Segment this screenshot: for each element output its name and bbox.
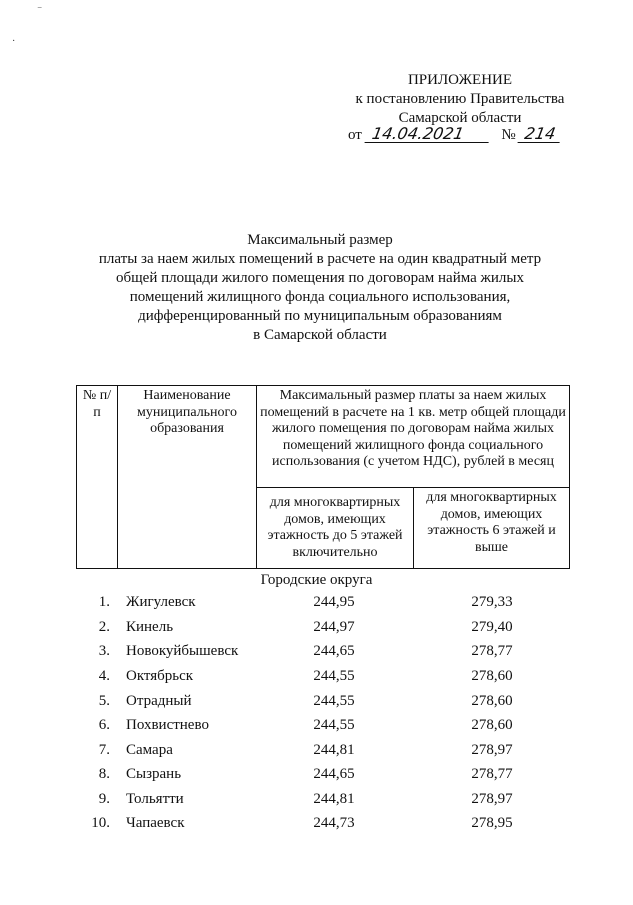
table-row xyxy=(0,619,633,641)
from-label: от xyxy=(348,127,362,143)
value-up-to-5-floors: 244,73 xyxy=(313,815,355,831)
value-6-floors-and-up: 279,33 xyxy=(471,594,513,610)
value-up-to-5-floors: 244,95 xyxy=(313,594,355,610)
municipality-name: Похвистнево xyxy=(126,717,209,733)
value-6-floors-and-up: 278,97 xyxy=(471,791,513,807)
number-label: № xyxy=(501,127,516,143)
value-6-floors-and-up: 278,95 xyxy=(471,815,513,831)
value-up-to-5-floors: 244,65 xyxy=(313,766,355,782)
municipality-name: Сызрань xyxy=(126,766,182,782)
table-row xyxy=(0,693,633,715)
row-number: 8. xyxy=(98,766,110,782)
table-row xyxy=(0,815,633,837)
row-number: 3. xyxy=(98,643,110,659)
table-row xyxy=(0,643,633,665)
col-main-header: Максимальный размер платы за наем жилых помещений в расчете на 1 кв. метр общей площади жилого помещения по договорам найма жилых помещений жилищного фонда социального использования (с учетом НДС), рублей в месяц xyxy=(257,386,570,488)
value-up-to-5-floors: 244,55 xyxy=(313,717,355,733)
municipality-name: Отрадный xyxy=(126,693,192,709)
value-6-floors-and-up: 278,60 xyxy=(471,693,513,709)
col-name-header: Наименование муниципального образования xyxy=(118,386,257,569)
section-title: Городские округа xyxy=(260,572,373,588)
table-row xyxy=(0,742,633,764)
appendix-line-1: к постановлению Правительства xyxy=(355,91,565,107)
col-sub2-header: для многоквартирных домов, имеющих этажность 6 этажей и выше xyxy=(414,488,570,569)
municipality-name: Самара xyxy=(126,742,173,758)
value-6-floors-and-up: 278,60 xyxy=(471,717,513,733)
appendix-line-2: Самарской области xyxy=(398,110,522,126)
col-sub1-header: для многоквартирных домов, имеющих этажность до 5 этажей включительно xyxy=(257,488,414,569)
title-line: платы за наем жилых помещений в расчете на один квадратный метр xyxy=(98,251,542,267)
decree-date-number xyxy=(348,126,561,144)
value-up-to-5-floors: 244,81 xyxy=(313,791,355,807)
table-row xyxy=(0,717,633,739)
scan-mark: · xyxy=(12,36,16,47)
value-up-to-5-floors: 244,55 xyxy=(313,668,355,684)
value-6-floors-and-up: 279,40 xyxy=(471,619,513,635)
value-6-floors-and-up: 278,77 xyxy=(471,643,513,659)
appendix-block xyxy=(340,71,580,128)
value-6-floors-and-up: 278,60 xyxy=(471,668,513,684)
table-row xyxy=(0,766,633,788)
title-line: в Самарской области xyxy=(253,327,387,343)
municipality-name: Октябрьск xyxy=(126,668,194,684)
scan-mark: ‾ xyxy=(38,8,42,19)
row-number: 9. xyxy=(98,791,110,807)
row-number: 2. xyxy=(98,619,110,635)
table-header xyxy=(76,385,570,569)
document-title xyxy=(60,231,580,345)
handwritten-number: 214 xyxy=(518,126,563,143)
row-number: 6. xyxy=(98,717,110,733)
appendix-title: ПРИЛОЖЕНИЕ xyxy=(407,72,513,88)
table-row xyxy=(0,791,633,813)
handwritten-date: 14.04.2021 xyxy=(364,126,491,143)
value-up-to-5-floors: 244,97 xyxy=(313,619,355,635)
municipality-name: Жигулевск xyxy=(126,594,196,610)
municipality-name: Кинель xyxy=(126,619,174,635)
row-number: 4. xyxy=(98,668,110,684)
value-up-to-5-floors: 244,81 xyxy=(313,742,355,758)
title-line: дифференцированный по муниципальным образованиям xyxy=(138,308,502,324)
col-num-header: № п/п xyxy=(77,386,118,569)
title-line: помещений жилищного фонда социального использования, xyxy=(129,289,511,305)
row-number: 7. xyxy=(98,742,110,758)
value-6-floors-and-up: 278,97 xyxy=(471,742,513,758)
row-number: 10. xyxy=(91,815,110,831)
row-number: 5. xyxy=(98,693,110,709)
title-line: общей площади жилого помещения по договорам найма жилых xyxy=(116,270,524,286)
municipality-name: Тольятти xyxy=(126,791,184,807)
value-up-to-5-floors: 244,65 xyxy=(313,643,355,659)
value-up-to-5-floors: 244,55 xyxy=(313,693,355,709)
table-row xyxy=(0,594,633,616)
title-line: Максимальный размер xyxy=(247,232,393,248)
value-6-floors-and-up: 278,77 xyxy=(471,766,513,782)
row-number: 1. xyxy=(98,594,110,610)
table-row xyxy=(0,668,633,690)
municipality-name: Чапаевск xyxy=(126,815,185,831)
municipality-name: Новокуйбышевск xyxy=(126,643,239,659)
